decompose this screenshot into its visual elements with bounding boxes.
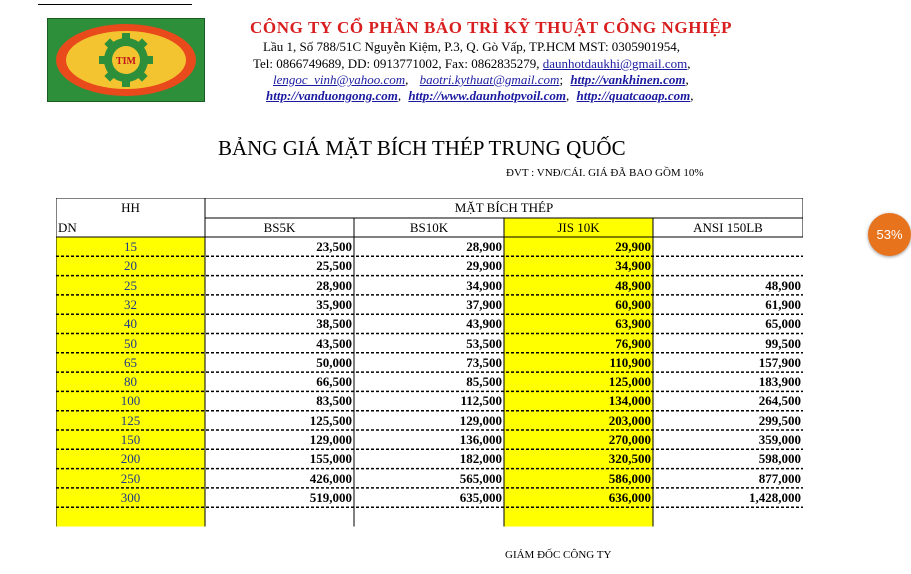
- dn-cell: 300: [120, 489, 141, 505]
- column-header: ANSI 150LB: [693, 220, 763, 235]
- price-cell: 48,900: [765, 277, 801, 293]
- progress-badge[interactable]: 53%: [868, 213, 911, 256]
- price-cell: 270,000: [608, 432, 651, 447]
- price-cell: 50,000: [316, 354, 352, 370]
- web-line: http://vanduongong.com, http://www.daunhotpvoil.com, http://quatcaoap.com,: [266, 88, 694, 103]
- price-cell: 586,000: [608, 470, 651, 486]
- price-cell: 85,500: [466, 374, 502, 390]
- price-cell: 35,900: [316, 296, 352, 312]
- dn-cell: 100: [120, 393, 141, 409]
- column-header: JIS 10K: [557, 220, 600, 235]
- email-link-1[interactable]: daunhotdaukhi@gmail.com: [542, 56, 688, 71]
- price-cell: 125,000: [608, 374, 651, 390]
- email-link-3[interactable]: baotri.kythuat@gmail.com: [419, 72, 560, 87]
- dn-cell: 40: [124, 316, 137, 332]
- price-cell: 129,000: [309, 432, 352, 447]
- price-cell: 320,500: [608, 451, 651, 467]
- signature-label: GIÁM ĐỐC CÔNG TY: [505, 549, 612, 561]
- price-cell: 83,500: [316, 393, 352, 409]
- phone-line: Tel: 0866749689, DD: 0913771002, Fax: 0862835279, daunhotdaukhi@gmail.com,: [253, 56, 691, 71]
- price-cell: 125,500: [309, 412, 352, 428]
- column-header: BS5K: [263, 220, 296, 235]
- price-cell: 73,500: [466, 354, 502, 370]
- price-cell: 48,900: [615, 277, 651, 293]
- price-cell: [653, 256, 803, 275]
- price-cell: 1,428,000: [749, 489, 801, 505]
- price-cell: 28,900: [316, 277, 352, 293]
- unit-note: ĐVT : VNĐ/CÁI. GIÁ ĐÃ BAO GỒM 10%: [506, 167, 704, 179]
- price-cell: 38,500: [316, 316, 352, 332]
- dn-header: DN: [58, 220, 77, 235]
- price-cell: 66,500: [316, 374, 352, 390]
- price-cell: 264,500: [758, 393, 801, 409]
- dn-cell: 50: [124, 335, 137, 351]
- price-cell: 61,900: [765, 296, 801, 312]
- price-cell: 877,000: [758, 470, 801, 486]
- column-header: BS10K: [409, 220, 449, 235]
- price-cell: 134,000: [608, 393, 651, 409]
- dn-cell: 250: [120, 470, 141, 486]
- price-cell: 29,900: [615, 239, 651, 254]
- email-line: lengoc_vinh@yahoo.com, baotri.kythuat@gmail.com; http://vankhinen.com,: [273, 72, 689, 87]
- top-rule: [38, 4, 192, 5]
- price-cell: 635,000: [459, 489, 502, 505]
- dn-cell: 80: [124, 374, 137, 390]
- address-line: [0, 39, 911, 55]
- price-cell: 25,500: [316, 258, 352, 274]
- price-cell: 23,500: [316, 239, 352, 254]
- address-text: Lầu 1, Số 788/51C Nguyễn Kiệm, P.3, Q. Gò Vấp, TP.HCM MST: 0305901954,: [263, 39, 681, 54]
- price-cell: 37,900: [466, 296, 502, 312]
- price-cell: 183,900: [758, 374, 801, 390]
- web-link-1[interactable]: http://vankhinen.com: [570, 72, 686, 87]
- dn-cell: 200: [120, 451, 141, 467]
- price-cell: 182,000: [459, 451, 502, 467]
- dn-cell: 20: [124, 258, 137, 274]
- logo-lettering: TIM: [116, 56, 136, 67]
- price-cell: 636,000: [608, 489, 651, 505]
- price-cell: 29,900: [466, 258, 502, 274]
- group-header: MẶT BÍCH THÉP: [454, 200, 554, 215]
- price-cell: 60,900: [615, 296, 651, 312]
- price-cell: 53,500: [466, 335, 502, 351]
- dn-cell: 25: [124, 277, 137, 293]
- price-cell: 34,900: [466, 277, 502, 293]
- price-cell: 43,900: [466, 316, 502, 332]
- price-cell: 203,000: [608, 412, 651, 428]
- price-cell: 359,000: [758, 432, 801, 447]
- price-cell: 565,000: [459, 470, 502, 486]
- price-cell: 43,500: [316, 335, 352, 351]
- price-cell: 157,900: [758, 354, 801, 370]
- price-cell: 155,000: [309, 451, 352, 467]
- web-link-4[interactable]: http://quatcaoap.com: [576, 88, 691, 103]
- price-cell: 112,500: [460, 393, 502, 409]
- document-title: BẢNG GIÁ MẶT BÍCH THÉP TRUNG QUỐC: [218, 136, 626, 160]
- price-cell: 99,500: [765, 335, 801, 351]
- price-table: [56, 198, 803, 533]
- price-cell: 598,000: [758, 451, 801, 467]
- price-cell: 28,900: [466, 239, 502, 254]
- price-cell: 63,900: [615, 316, 651, 332]
- price-cell: 34,900: [615, 258, 651, 274]
- phone-text: Tel: 0866749689, DD: 0913771002, Fax: 0862835279,: [253, 56, 540, 71]
- dn-cell: 15: [124, 239, 137, 254]
- price-cell: 299,500: [758, 412, 801, 428]
- price-cell: 76,900: [615, 335, 651, 351]
- dn-cell: 150: [120, 432, 141, 447]
- web-link-2[interactable]: http://vanduongong.com: [266, 88, 398, 103]
- hh-header: HH: [121, 200, 140, 215]
- dn-cell: 32: [124, 296, 137, 312]
- price-cell: 426,000: [309, 470, 352, 486]
- price-cell: 129,000: [459, 412, 502, 428]
- dn-cell: 125: [120, 412, 141, 428]
- price-cell: 136,000: [459, 432, 502, 447]
- price-cell: 65,000: [765, 316, 801, 332]
- dn-cell: 65: [124, 354, 137, 370]
- web-link-3[interactable]: http://www.daunhotpvoil.com: [408, 88, 567, 103]
- price-cell: [653, 237, 803, 256]
- price-cell: 519,000: [309, 489, 352, 505]
- company-name: CÔNG TY CỔ PHẦN BẢO TRÌ KỸ THUẬT CÔNG NGHIỆP: [250, 18, 733, 37]
- email-link-2[interactable]: lengoc_vinh@yahoo.com: [273, 72, 406, 87]
- price-cell: 110,900: [609, 354, 651, 370]
